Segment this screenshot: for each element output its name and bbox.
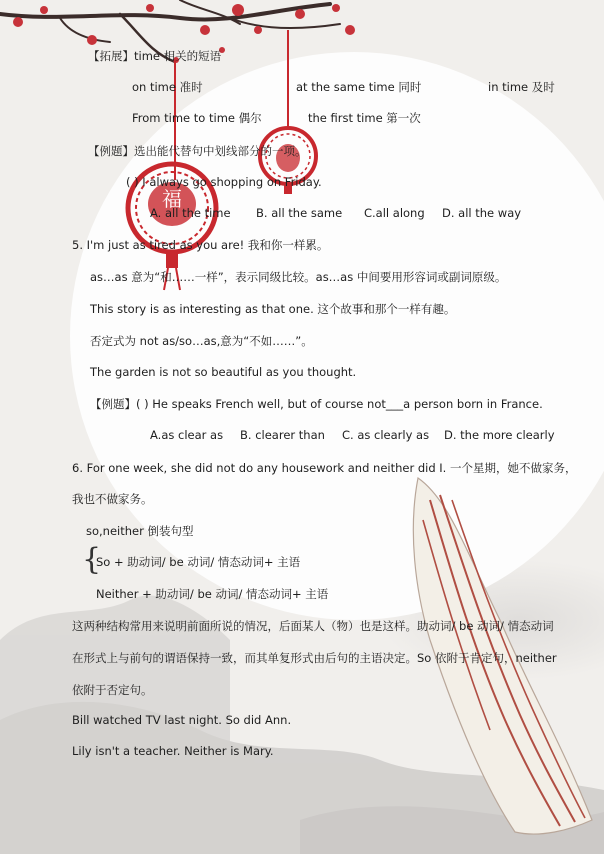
phrase-in-time: in time 及时 — [488, 80, 555, 94]
item6-pattern: so,neither 倒装句型 — [86, 524, 194, 538]
example1-option-b: B. all the same — [256, 206, 343, 220]
item5-title: 5. I'm just as tired as you are! 我和你一样累。 — [72, 238, 329, 252]
phrase-at-the-same-time: at the same time 同时 — [296, 80, 422, 94]
item5-example-a: This story is as interesting as that one. 这个故事和那个一样有趣。 — [90, 302, 456, 316]
rule-so: So + 助动词/ be 动词/ 情态动词+ 主语 — [96, 555, 301, 569]
item5-option-c: C. as clearly as — [342, 428, 430, 442]
item6-explain-2: 在形式上与前句的谓语保持一致，而其单复形式由后句的主语决定。So 依附于肯定句，neither — [72, 651, 557, 665]
lantern-character: 福 — [162, 187, 182, 211]
expand-heading: 【拓展】time 相关的短语 — [88, 49, 222, 63]
brace-symbol: { — [82, 542, 102, 577]
item6-explain-1: 这两种结构常用来说明前面所说的情况，后面某人（物）也是这样。助动词/ be 动词/ 情态动词 — [72, 619, 554, 633]
item5-option-a: A.as clear as — [150, 428, 224, 442]
rule-neither: Neither + 助动词/ be 动词/ 情态动词+ 主语 — [96, 587, 329, 601]
phrase-on-time: on time 准时 — [132, 80, 203, 94]
item5-option-b: B. clearer than — [240, 428, 325, 442]
example1-option-c: C.all along — [364, 206, 425, 220]
item6-example-a: Bill watched TV last night. So did Ann. — [72, 713, 292, 727]
item6-example-b: Lily isn't a teacher. Neither is Mary. — [72, 744, 274, 758]
item5-quiz-heading: 【例题】( ) He speaks French well, but of course not___a person born in France. — [90, 397, 543, 411]
item5-explain: as…as 意为“和……一样”，表示同级比较。as…as 中间要用形容词或副词原级。 — [90, 270, 507, 284]
item5-negative: 否定式为 not as/so…as,意为“不如……”。 — [90, 334, 313, 348]
phrase-from-time-to-time: From time to time 偶尔 — [132, 111, 262, 125]
example1-option-a: A. all the time — [150, 206, 231, 220]
phrase-the-first-time: the first time 第一次 — [308, 111, 421, 125]
item5-example-b: The garden is not so beautiful as you thought. — [90, 365, 357, 379]
example1-heading: 【例题】选出能代替句中划线部分的一项。 — [88, 144, 307, 158]
example1-option-d: D. all the way — [442, 206, 522, 220]
item6-title: 6. For one week, she did not do any housework and neither did I. 一个星期，她不做家务， — [72, 461, 577, 475]
example1-question: ( ) I always go shopping on Friday. — [126, 175, 322, 189]
item6-title-cont: 我也不做家务。 — [72, 492, 153, 506]
item5-option-d: D. the more clearly — [444, 428, 555, 442]
item6-explain-3: 依附于否定句。 — [72, 683, 153, 697]
